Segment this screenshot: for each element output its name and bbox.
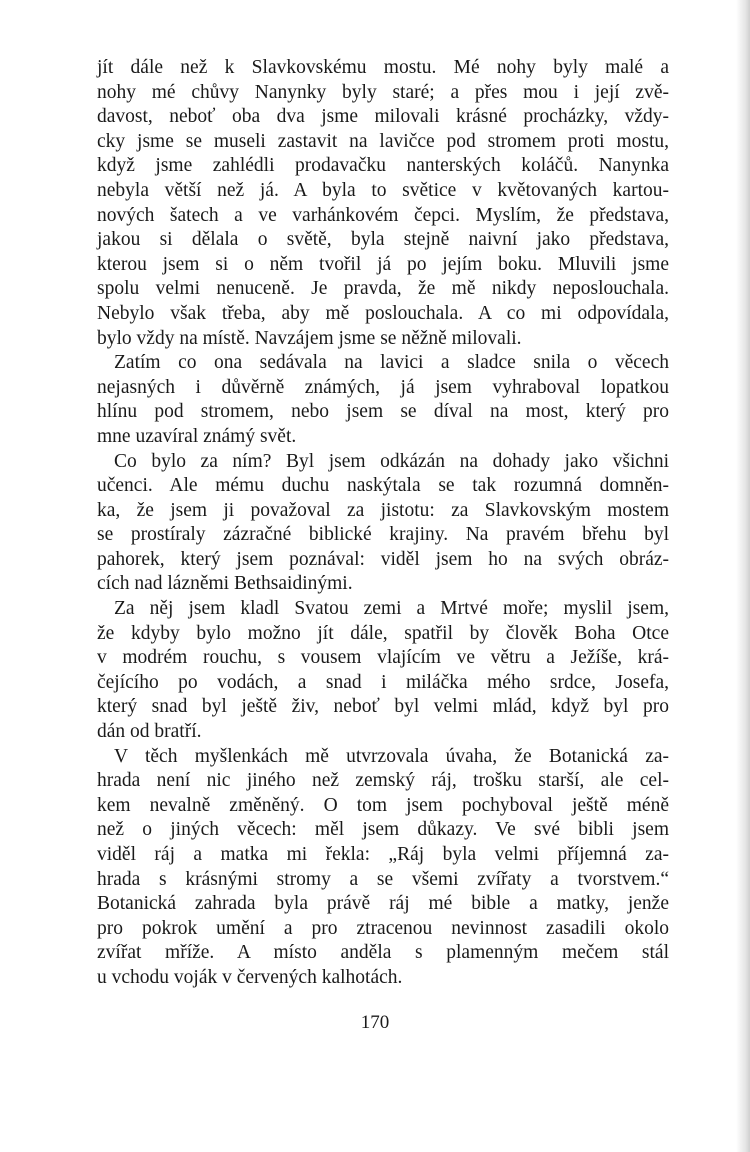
text-line: kterou jsem si o něm tvořil já po jejím boku. Mluvili jsme xyxy=(97,253,669,275)
text-line: bylo vždy na místě. Navzájem jsme se něžně milovali. xyxy=(97,327,522,349)
text-line: dán od bratří. xyxy=(97,721,202,743)
text-line: v modrém rouchu, s vousem vlajícím ve větru a Ježíše, krá- xyxy=(97,647,669,669)
text-line: cky jsme se museli zastavit na lavičce pod stromem proti mostu, xyxy=(97,130,669,152)
text-line: pahorek, který jsem poznával: viděl jsem ho na svých obráz- xyxy=(97,548,669,570)
text-line: Nebylo však třeba, aby mě poslouchala. A co mi odpovídala, xyxy=(97,302,669,324)
text-line: Za něj jsem kladl Svatou zemi a Mrtvé moře; myslil jsem, xyxy=(114,598,669,620)
text-line: se prostíraly zázračné biblické krajiny. Na pravém břehu byl xyxy=(97,524,669,546)
text-line: mne uzavíral známý svět. xyxy=(97,425,297,447)
text-line: kem nevalně změněný. O tom jsem pochyboval ještě méně xyxy=(97,794,669,816)
text-line: jakou si dělala o světě, byla stejně naivní jako představa, xyxy=(97,229,669,251)
text-line: že kdyby bylo možno jít dále, spatřil by člověk Boha Otce xyxy=(97,622,669,644)
text-line: hrada s krásnými stromy a se všemi zvířaty a tvorstvem.“ xyxy=(97,868,669,890)
text-line: čejícího po vodách, a snad i miláčka mého srdce, Josefa, xyxy=(97,671,669,693)
text-line: zvířat mříže. A místo anděla s plamenným mečem stál xyxy=(97,942,669,964)
text-line: davost, neboť oba dva jsme milovali krásné procházky, vždy- xyxy=(97,106,669,128)
text-line: ka, že jsem ji považoval za jistotu: za Slavkovským mostem xyxy=(97,499,669,521)
text-line: nebyla větší než já. A byla to světice v květovaných kartou- xyxy=(97,179,669,201)
text-line: nejasných i důvěrně známých, já jsem vyhraboval lopatkou xyxy=(97,376,669,398)
text-line: hrada není nic jiného než zemský ráj, trošku starší, ale cel- xyxy=(97,770,669,792)
text-line: V těch myšlenkách mě utvrzovala úvaha, že Botanická za- xyxy=(114,745,669,767)
text-line: hlínu pod stromem, nebo jsem se díval na most, který pro xyxy=(97,401,669,423)
text-line: pro pokrok umění a pro ztracenou nevinnost zasadili okolo xyxy=(97,917,669,939)
page-edge-shadow xyxy=(736,0,750,1152)
text-line: viděl ráj a matka mi řekla: „Ráj byla velmi příjemná za- xyxy=(97,844,669,865)
body-text xyxy=(97,56,669,991)
text-line: u vchodu voják v červených kalhotách. xyxy=(97,966,403,988)
page-number: 170 xyxy=(360,1012,390,1033)
text-line: Botanická zahrada byla právě ráj mé bible a matky, jenže xyxy=(97,893,669,915)
text-line: spolu velmi nenuceně. Je pravda, že mě nikdy neposlouchala. xyxy=(97,278,669,300)
text-line: jít dále než k Slavkovskému mostu. Mé nohy byly malé a xyxy=(97,57,669,78)
text-line: když jsme zahlédli prodavačku nanterských koláčů. Nanynka xyxy=(97,155,669,177)
text-line: nohy mé chůvy Nanynky byly staré; a přes mou i její zvě- xyxy=(97,81,669,103)
text-line: Co bylo za ním? Byl jsem odkázán na dohady jako všichni xyxy=(114,450,669,472)
text-line: který snad byl ještě živ, neboť byl velmi mlád, když byl pro xyxy=(97,696,669,718)
text-line: nových šatech a ve varhánkovém čepci. Myslím, že představa, xyxy=(97,204,669,226)
text-line: Zatím co ona sedávala na lavici a sladce snila o věcech xyxy=(114,352,669,374)
text-line: než o jiných věcech: měl jsem důkazy. Ve své bibli jsem xyxy=(97,819,669,841)
text-line: učenci. Ale mému duchu naskýtala se tak rozumná domněn- xyxy=(97,475,669,497)
text-line: cích nad lázněmi Bethsaidinými. xyxy=(97,573,353,595)
